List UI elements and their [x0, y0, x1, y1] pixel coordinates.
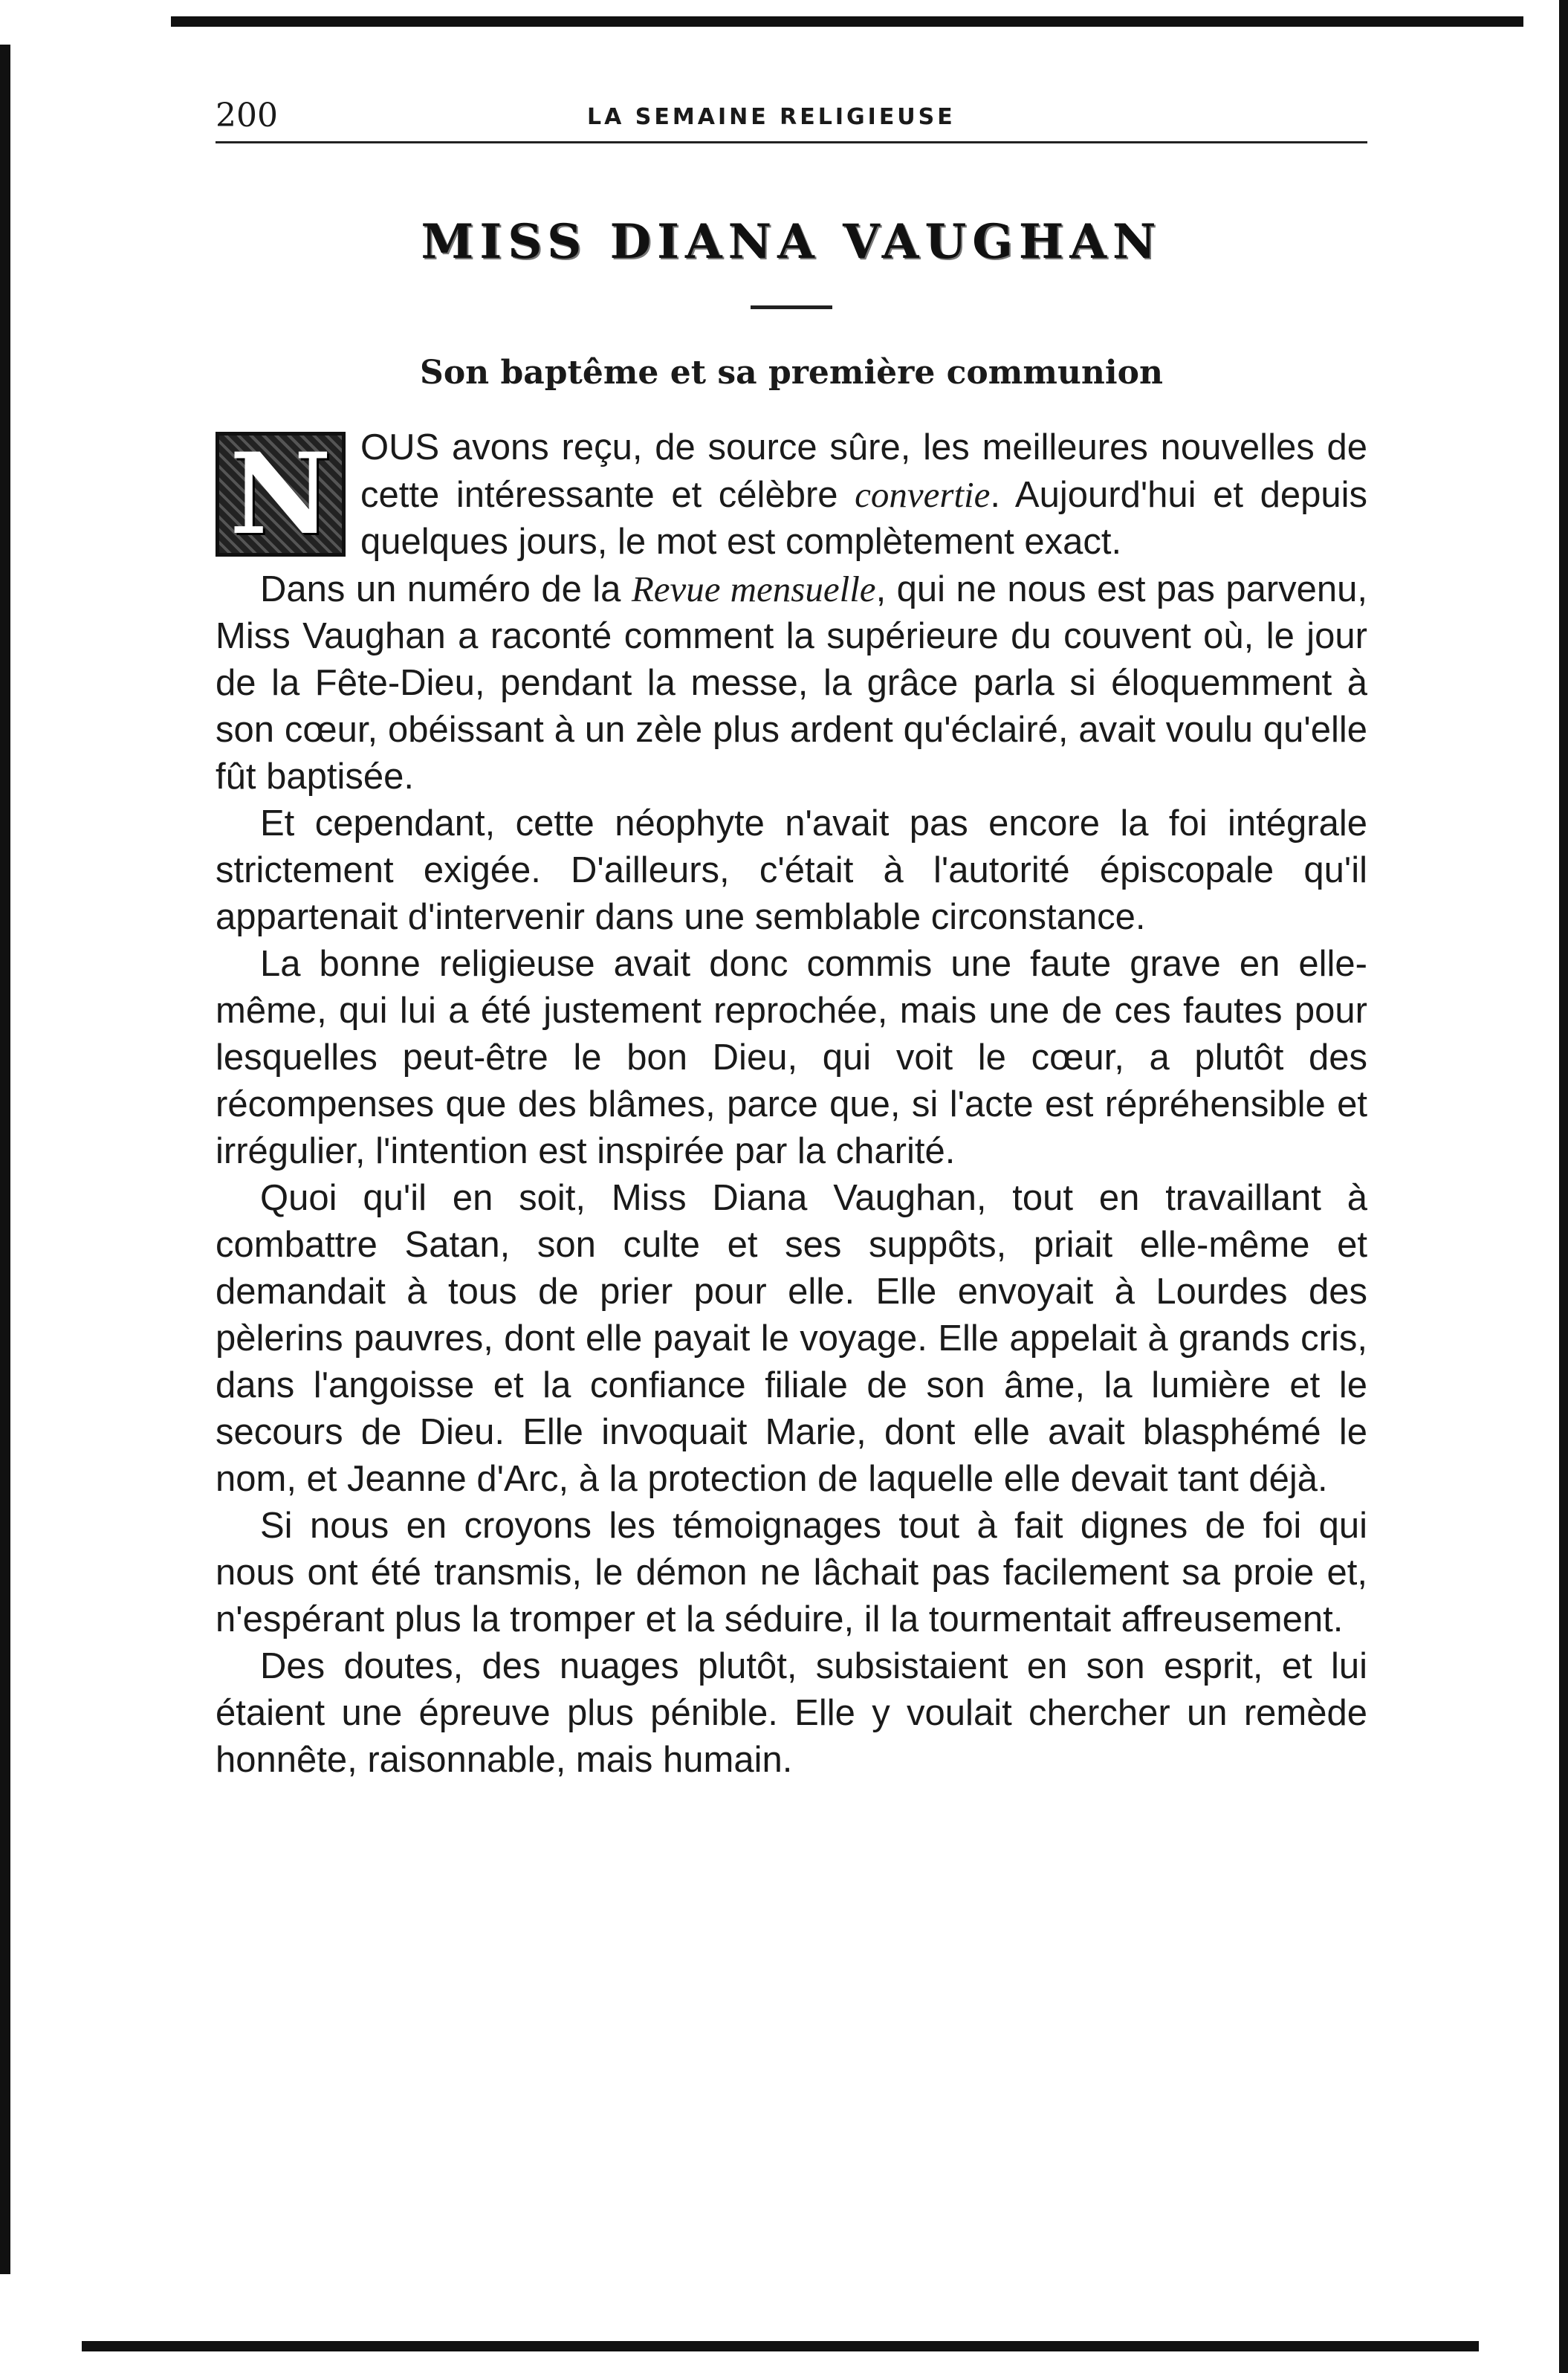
- drop-cap-ornament: [216, 428, 346, 560]
- italic-phrase: convertie: [855, 474, 991, 515]
- page-number: 200: [216, 97, 278, 135]
- italic-phrase: Revue mensuelle: [631, 569, 876, 609]
- text-run: Si nous en croyons les témoignages tout à fait dignes de foi qui nous ont été transmis, le démon ne lâchait pas facilement sa proie et, n'espérant plus la tromper et la séduire, il la tourmentait affreusement.: [216, 1506, 1367, 1639]
- text-run: Et cependant, cette néophyte n'avait pas encore la foi intégrale strictement exigée. D'ailleurs, c'était à l'autorité épiscopale qu'il appartenait d'intervenir dans une semblable circonstance.: [216, 803, 1367, 937]
- page-header: [216, 82, 1367, 143]
- text-run: Des doutes, des nuages plutôt, subsistaient en son esprit, et lui étaient une épreuve plus pénible. Elle y voulait chercher un remède honnête, raisonnable, mais humain.: [216, 1646, 1367, 1780]
- text-run: OUS avons reçu, de source sûre, les meilleures nouvelles de cette intéressante et célèbre: [360, 427, 1367, 515]
- title-divider: [751, 305, 832, 309]
- scan-border-bottom: [82, 2341, 1479, 2351]
- article-title: MISS DIANA VAUGHAN: [421, 214, 1162, 270]
- text-run: . Aujourd'hui et depuis quelques jours, le mot est complètement exact.: [360, 475, 1367, 562]
- article-paragraph: [216, 1503, 1367, 1643]
- running-title: LA SEMAINE RELIGIEUSE: [587, 104, 956, 130]
- text-run: La bonne religieuse avait donc commis une faute grave en elle-même, qui lui a été justement reprochée, mais une de ces fautes pour lesquelles peut-être le bon Dieu, qui voit le cœur, a plutôt des récompenses que des blâmes, parce que, si l'acte est répréhensible et irrégulier, l'intention est inspirée par la charité.: [216, 944, 1367, 1171]
- text-run: , qui ne nous est pas parvenu, Miss Vaughan a raconté comment la supérieure du couvent où, le jour de la Fête-Dieu, pendant la messe, la grâce parla si éloquemment à son cœur, obéissant à un zèle plus ardent qu'éclairé, avait voulu qu'elle fût baptisée.: [216, 569, 1368, 797]
- scan-border-right: [1559, 0, 1568, 2373]
- text-run: Dans un numéro de la: [260, 569, 632, 609]
- article-paragraph: [216, 566, 1367, 800]
- article-paragraph: [216, 800, 1367, 941]
- scan-border-left: [0, 45, 10, 2274]
- article-paragraph: [216, 424, 1367, 566]
- article-paragraph: [216, 1175, 1367, 1503]
- article-paragraph: [216, 941, 1367, 1175]
- drop-cap-letter: N: [229, 428, 332, 560]
- text-run: Quoi qu'il en soit, Miss Diana Vaughan, tout en travaillant à combattre Satan, son culte et ses suppôts, priait elle-même et demandait à tous de prier pour elle. Elle envoyait à Lourdes des pèlerins pauvres, dont elle payait le voyage. Elle appelait à grands cris, dans l'angoisse et la confiance filiale de son âme, la lumière et le secours de Dieu. Elle invoquait Marie, dont elle avait blasphémé le nom, et Jeanne d'Arc, à la protection de laquelle elle devait tant déjà.: [216, 1178, 1367, 1499]
- book-page: [216, 82, 1367, 1784]
- article-subtitle: Son baptême et sa première communion: [420, 354, 1163, 392]
- scan-border-top: [171, 16, 1523, 27]
- article-body: [216, 424, 1367, 1784]
- article-paragraph: [216, 1643, 1367, 1784]
